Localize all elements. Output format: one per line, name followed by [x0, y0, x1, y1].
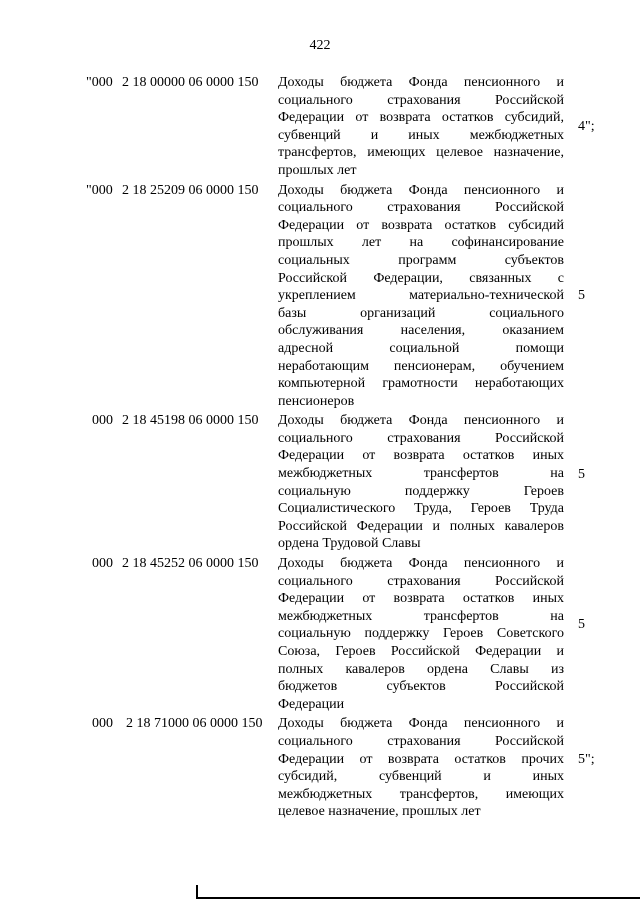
revenue-name-line: социального страхования Российской — [278, 430, 564, 446]
revenue-name-line: Федерации от возврата остатков иных — [278, 448, 564, 464]
revenue-name — [278, 555, 564, 713]
revenue-name-line: полных кавалеров ордена Славы из — [278, 661, 564, 677]
revenue-name-line: межбюджетных трансфертов на — [278, 466, 564, 482]
admin-code: 000 — [92, 716, 113, 732]
revenue-name-line: субсидий, субвенций и иных — [278, 769, 564, 785]
revenue-name — [278, 715, 564, 821]
normative-value: 5 — [578, 287, 585, 303]
revenue-name-line: ордена Трудовой Славы — [278, 536, 421, 552]
revenue-name-line: Доходы бюджета Фонда пенсионного и — [278, 75, 564, 90]
revenue-name-line: Российской Федерации и полных кавалеров — [278, 518, 564, 534]
normative-value: 5"; — [578, 752, 595, 768]
normative-value: 5 — [578, 467, 585, 483]
revenue-name-line: неработающим пенсионерам, обучением — [278, 358, 564, 374]
revenue-name-line: социального страхования Российской — [278, 573, 564, 589]
budget-classification-code: 2 18 45198 06 0000 150 — [122, 413, 259, 429]
revenue-name-line: социальную поддержку Героев Советского — [278, 626, 564, 642]
revenue-name-line: Доходы бюджета Фонда пенсионного и — [278, 413, 564, 429]
revenue-name-line: Федерации от возврата остатков субсидий, — [278, 110, 564, 126]
revenue-name-line: социальных программ субъектов — [278, 252, 564, 268]
revenue-name-line: социального страхования Российской — [278, 92, 564, 108]
revenue-name-line: Российской Федерации, связанных с — [278, 270, 564, 286]
table-row — [0, 182, 640, 411]
page-number: 422 — [309, 38, 331, 53]
revenue-name-line: Доходы бюджета Фонда пенсионного и — [278, 556, 564, 572]
admin-code: "000 — [86, 182, 113, 198]
revenue-name-line: Социалистического Труда, Героев Труда — [278, 501, 564, 517]
revenue-name-line: Федерации от возврата остатков иных — [278, 591, 564, 607]
revenue-name — [278, 182, 564, 411]
revenue-name-line: адресной социальной помощи — [278, 340, 564, 356]
revenue-name-line: обслуживания населения, оказанием — [278, 323, 564, 339]
revenue-name-line: межбюджетных трансфертов, имеющих — [278, 786, 564, 802]
revenue-name-line: Федерации — [278, 696, 345, 712]
revenue-name-line: межбюджетных трансфертов на — [278, 608, 564, 624]
revenue-name-line: Союза, Героев Российской Федерации и — [278, 644, 564, 659]
revenue-name — [278, 412, 564, 553]
revenue-name-line: пенсионеров — [278, 393, 355, 409]
revenue-name-line: Федерации от возврата остатков прочих — [278, 751, 564, 767]
revenue-name-line: Доходы бюджета Фонда пенсионного и — [278, 716, 564, 732]
table-row — [0, 412, 640, 553]
revenue-name-line: Федерации от возврата остатков субсидий — [278, 217, 564, 233]
revenue-name-line: Доходы бюджета Фонда пенсионного и — [278, 182, 564, 198]
revenue-name-line: бюджетов субъектов Российской — [278, 679, 564, 695]
budget-classification-code: 2 18 00000 06 0000 150 — [122, 75, 259, 90]
revenue-name-line: целевое назначение, прошлых лет — [278, 804, 481, 820]
normative-value: 4"; — [578, 119, 595, 134]
revenue-name-line: социального страхования Российской — [278, 733, 564, 749]
table-row — [0, 715, 640, 821]
revenue-name-line: социального страхования Российской — [278, 200, 564, 216]
revenue-name-line: социальную поддержку Героев — [278, 483, 564, 499]
budget-classification-code: 2 18 45252 06 0000 150 — [122, 556, 259, 572]
revenue-name-line: субвенций и иных межбюджетных — [278, 127, 564, 143]
revenue-name-line: компьютерной грамотности неработающих — [278, 376, 564, 392]
table-row — [0, 74, 640, 180]
revenue-name-line: прошлых лет на софинансирование — [278, 235, 564, 251]
admin-code: 000 — [92, 556, 113, 572]
normative-value: 5 — [578, 617, 585, 633]
budget-classification-code: 2 18 71000 06 0000 150 — [126, 716, 263, 732]
budget-classification-code: 2 18 25209 06 0000 150 — [122, 182, 259, 198]
classification-table — [0, 74, 640, 823]
revenue-name — [278, 74, 564, 180]
scan-edge-line — [196, 897, 640, 899]
revenue-name-line: трансфертов, имеющих целевое назначение, — [278, 145, 564, 161]
admin-code: 000 — [92, 413, 113, 429]
admin-code: "000 — [86, 75, 113, 90]
revenue-name-line: прошлых лет — [278, 162, 357, 178]
table-row — [0, 555, 640, 713]
revenue-name-line: базы организаций социального — [278, 305, 564, 321]
revenue-name-line: укреплением материально-технической — [278, 288, 564, 304]
